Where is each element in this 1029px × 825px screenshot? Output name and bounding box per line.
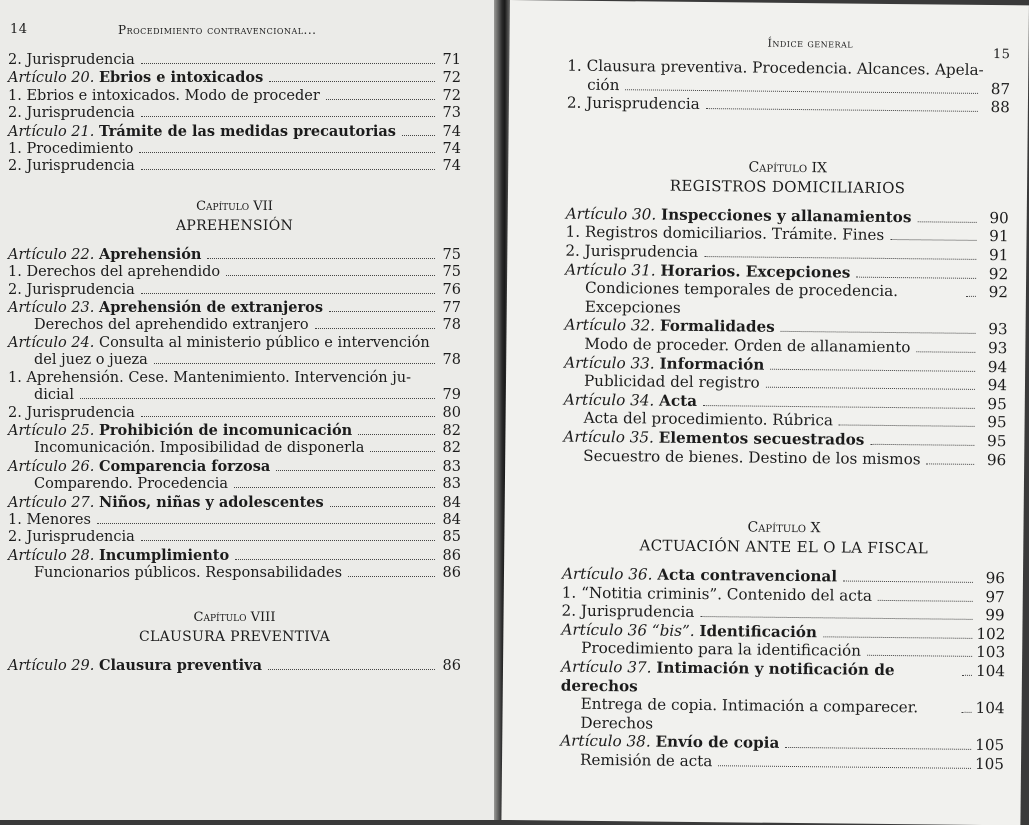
toc-entry [8, 529, 461, 546]
entry-text: Remisión de acta [579, 750, 713, 771]
left-toc-block-2 [8, 246, 461, 583]
entry-text: Registros domiciliarios. Trámite. Fines [584, 223, 885, 245]
chapter-label: Capítulo X [747, 519, 821, 537]
page-ref: 96 [986, 450, 1007, 469]
right-page-number: 15 [992, 47, 1011, 63]
entry-number: 1. [8, 264, 22, 281]
entry-text: Jurisprudencia [26, 529, 135, 546]
toc-entry [8, 476, 461, 493]
toc-entry-text [8, 105, 135, 122]
toc-entry [8, 264, 461, 281]
toc-entry-text [8, 264, 220, 281]
article-title: Incumplimiento [98, 546, 230, 564]
article-label: Artículo 22. [8, 246, 95, 263]
article-label: Artículo 37. [560, 657, 652, 677]
left-toc-block-1 [8, 52, 461, 176]
toc-entry-text [564, 353, 764, 374]
toc-entry-text [8, 69, 263, 87]
page-ref: 95 [987, 394, 1007, 413]
entry-number: 1. [8, 369, 22, 386]
toc-entry-text [8, 529, 135, 546]
chapter-title: REGISTROS DOMICILIARIOS [669, 176, 906, 197]
right-toc-block-3 [560, 565, 1005, 774]
entry-text: Secuestro de bienes. Destino de los mismos [583, 446, 921, 468]
entry-number: 2. [8, 158, 22, 175]
dot-leader [348, 576, 435, 577]
entry-number: 1. [8, 141, 22, 158]
entry-continuation: del juez o jueza [34, 352, 148, 369]
entry-text: Ebrios e intoxicados. Modo de proceder [26, 87, 320, 104]
page-ref: 105 [975, 736, 1005, 755]
toc-entry [8, 299, 461, 317]
page-ref: 91 [989, 227, 1009, 246]
toc-entry [8, 69, 461, 87]
entry-number: 2. [8, 105, 22, 122]
dot-leader [916, 351, 975, 353]
toc-entry-text [8, 422, 352, 440]
toc-entry [8, 52, 461, 69]
entry-text: Incomunicación. Imposibilidad de disponerla [34, 440, 365, 457]
page-ref: 83 [442, 476, 461, 493]
toc-entry-text [8, 141, 133, 158]
page-ref: 95 [986, 431, 1007, 451]
right-running-title: Índice general [767, 36, 854, 51]
page-ref: 79 [442, 387, 461, 404]
page-ref: 93 [987, 338, 1008, 358]
entry-text: Condiciones temporales de procedencia. Excepciones [584, 278, 899, 317]
entry-number: 2. [8, 52, 22, 68]
toc-entry-text [8, 405, 135, 422]
entry-number: 2. [566, 93, 582, 112]
article-label: Artículo 29. [8, 657, 95, 674]
entry-text: Jurisprudencia [26, 158, 135, 175]
dot-leader [781, 331, 976, 334]
toc-entry-first-line [8, 335, 461, 352]
article-label: Artículo 23. [8, 300, 95, 317]
dot-leader [890, 239, 976, 241]
page-ref: 87 [990, 79, 1011, 98]
dot-leader [358, 434, 435, 435]
dot-leader [269, 81, 435, 82]
chapter-heading-vii [8, 198, 461, 236]
toc-entry [8, 282, 461, 299]
toc-entry-text [8, 440, 364, 457]
entry-number: 2. [8, 281, 22, 298]
right-page [501, 0, 1029, 825]
toc-entry [8, 458, 461, 476]
page-ref: 88 [990, 98, 1010, 117]
right-toc-block-1 [567, 57, 1011, 117]
chapter-heading-ix [566, 156, 1009, 199]
article-label: Artículo 26. [8, 458, 95, 475]
toc-entry [8, 422, 461, 440]
toc-entry-text [560, 751, 713, 771]
dot-leader [235, 559, 435, 560]
dot-leader [700, 616, 972, 620]
dot-leader [141, 116, 435, 117]
toc-entry [565, 279, 1008, 321]
toc-entry-text [8, 335, 430, 352]
page-ref: 86 [442, 547, 461, 564]
toc-entry [8, 657, 461, 675]
left-toc-block-3 [8, 657, 461, 675]
dot-leader [704, 256, 976, 260]
dot-leader [141, 63, 435, 64]
entry-number: 2. [565, 241, 580, 260]
entry-number: 1. [8, 511, 22, 528]
toc-entry-text [8, 317, 309, 334]
article-label: Artículo 34. [563, 390, 655, 410]
entry-continuation: ción [587, 75, 620, 94]
page-ref: 83 [442, 458, 461, 475]
page-ref: 92 [988, 264, 1009, 283]
dot-leader [625, 89, 978, 94]
article-title: Comparencia forzosa [98, 457, 271, 475]
entry-number: 1. [565, 222, 581, 242]
toc-entry-text [560, 732, 779, 753]
article-title: Información [659, 354, 765, 374]
toc-entry-first-line [8, 370, 461, 387]
toc-entry [8, 246, 461, 264]
toc-entry [567, 94, 1010, 117]
left-running-head [8, 22, 461, 52]
page-ref: 84 [442, 511, 461, 528]
page-ref: 86 [442, 565, 461, 582]
article-label: Artículo 25. [8, 422, 95, 439]
article-label: Artículo 36 “bis”. [561, 620, 695, 640]
chapter-title: CLAUSURA PREVENTIVA [138, 628, 330, 645]
entry-number: 1. [567, 56, 582, 75]
page-ref: 105 [974, 754, 1005, 774]
left-page [0, 0, 497, 820]
page-ref: 72 [442, 70, 461, 87]
dot-leader [315, 328, 435, 329]
article-title: Ebrios e intoxicados [98, 69, 264, 87]
page-ref: 82 [442, 422, 461, 439]
toc-entry-text [8, 657, 262, 675]
page-ref: 75 [442, 264, 461, 281]
article-title: Clausura preventiva [98, 656, 262, 674]
chapter-label: Capítulo VIII [193, 609, 276, 625]
dot-leader [141, 293, 435, 294]
page-ref: 103 [976, 643, 1006, 662]
page-ref: 102 [976, 624, 1006, 644]
toc-entry-text [8, 123, 396, 141]
dot-leader [141, 416, 435, 417]
toc-entry [8, 141, 461, 158]
toc-entry [8, 123, 461, 141]
page-ref: 72 [442, 87, 461, 104]
article-title: Envío de copia [655, 733, 780, 753]
page-ref: 104 [975, 661, 1006, 681]
dot-leader [139, 152, 435, 153]
article-title: Prohibición de incomunicación [98, 421, 353, 439]
chapter-heading-x [562, 517, 1005, 560]
toc-entry-text [8, 565, 342, 582]
article-label: Artículo 33. [564, 353, 655, 373]
entry-text: Publicidad del registro [583, 371, 760, 392]
article-title: Niños, niñas y adolescentes [98, 493, 324, 511]
chapter-title: APREHENSIÓN [175, 217, 294, 234]
page-ref: 73 [442, 105, 461, 122]
dot-leader [718, 765, 971, 769]
chapter-label: Capítulo VII [196, 198, 273, 214]
article-title: Aprehensión [98, 245, 202, 263]
entry-text: Procedimiento para la identificación [581, 639, 862, 661]
toc-entry-text [564, 390, 697, 410]
article-title: Acta [659, 391, 698, 410]
page-ref: 76 [442, 281, 461, 298]
entry-text: Jurisprudencia [26, 105, 135, 122]
article-label: Artículo 35. [563, 427, 654, 447]
entry-text: Procedimiento [26, 141, 134, 158]
toc-entry [8, 512, 461, 529]
toc-entry [8, 317, 461, 334]
page-ref: 90 [989, 208, 1009, 228]
article-title: Acta contravencional [657, 565, 838, 586]
toc-entry [8, 158, 461, 175]
toc-entry [560, 695, 1003, 737]
dot-leader [706, 108, 978, 112]
dot-leader [268, 669, 435, 670]
toc-entry-text [8, 458, 270, 476]
page-ref: 82 [442, 440, 461, 457]
dot-leader [823, 636, 972, 639]
entry-text: Derechos del aprehendido [26, 264, 221, 281]
right-running-head [567, 27, 1010, 62]
dot-leader [785, 747, 971, 750]
page-ref: 96 [985, 569, 1006, 588]
entry-number: 2. [8, 404, 22, 421]
chapter-heading-viii [8, 609, 461, 647]
toc-entry-continuation [8, 352, 461, 369]
page-ref: 99 [985, 606, 1005, 625]
article-label: Artículo 21. [8, 123, 95, 140]
page-ref: 104 [975, 699, 1005, 718]
dot-leader [370, 451, 435, 452]
chapter-label: Capítulo IX [748, 159, 828, 177]
entry-continuation: dicial [34, 387, 74, 404]
dot-leader [226, 275, 435, 276]
page-ref: 75 [442, 246, 461, 263]
dot-leader [141, 540, 435, 541]
toc-entry [563, 446, 1006, 469]
dot-leader [329, 311, 435, 312]
article-label: Artículo 30. [565, 204, 657, 224]
dot-leader [856, 276, 976, 278]
toc-entry-text [8, 299, 323, 317]
entry-text: Jurisprudencia [26, 404, 135, 421]
page-ref: 94 [987, 376, 1008, 395]
entry-text: Aprehensión. Cese. Mantenimiento. Intervención ju- [26, 369, 411, 386]
entry-text: Funcionarios públicos. Responsabilidades [34, 565, 343, 582]
page-ref: 97 [985, 587, 1005, 606]
dot-leader [962, 712, 972, 713]
toc-entry [8, 105, 461, 122]
toc-entry [8, 494, 461, 512]
toc-entry-text [8, 246, 201, 264]
entry-text: Jurisprudencia [586, 93, 700, 114]
dot-leader [207, 258, 435, 259]
left-page-number: 14 [10, 22, 28, 37]
page-ref: 80 [442, 404, 461, 421]
dot-leader [867, 655, 972, 657]
article-label: Artículo 32. [564, 315, 656, 335]
toc-entry-continuation [8, 387, 461, 404]
article-title: Identificación [699, 621, 818, 642]
article-label: Artículo 28. [8, 547, 95, 564]
toc-entry [560, 751, 1003, 774]
entry-text: Menores [26, 511, 91, 528]
article-label: Artículo 38. [560, 732, 651, 751]
dot-leader [966, 296, 976, 297]
page-ref: 86 [442, 657, 461, 674]
entry-number: 2. [8, 529, 22, 546]
article-title: Horarios. Excepciones [660, 261, 851, 282]
article-title: Inspecciones y allanamientos [660, 205, 912, 226]
article-title: Consulta al ministerio público e intervención [98, 334, 430, 351]
toc-entry-text [8, 88, 320, 105]
entry-text: Clausura preventiva. Procedencia. Alcances. Apela- [586, 56, 984, 79]
page-ref: 78 [442, 317, 461, 334]
toc-entry-text [8, 282, 135, 299]
article-title: Intimación y notificación de derechos [560, 658, 895, 696]
toc-entry [8, 440, 461, 457]
entry-number: 1. [8, 87, 22, 104]
dot-leader [927, 463, 975, 464]
page-ref: 85 [442, 529, 461, 546]
page-ref: 77 [442, 300, 461, 317]
chapter-title: ACTUACIÓN ANTE EL O LA FISCAL [639, 536, 929, 558]
toc-entry-text [567, 94, 700, 114]
dot-leader [330, 506, 435, 507]
dot-leader [141, 169, 435, 170]
dot-leader [917, 221, 976, 223]
article-label: Artículo 20. [8, 70, 95, 87]
toc-entry [561, 658, 1004, 700]
toc-entry-text [8, 494, 324, 512]
dot-leader [276, 470, 435, 471]
entry-text: Jurisprudencia [26, 52, 135, 68]
entry-text: Comparendo. Procedencia [34, 476, 229, 493]
entry-text: Modo de proceder. Orden de allanamiento [584, 334, 911, 357]
page-ref: 74 [442, 141, 461, 158]
page-ref: 92 [988, 283, 1009, 302]
right-toc-block-2 [563, 204, 1009, 469]
left-running-title: Procedimiento contravencional... [118, 23, 317, 37]
dot-leader [878, 600, 973, 602]
dot-leader [770, 368, 975, 371]
toc-entry [8, 88, 461, 105]
toc-entry [8, 547, 461, 565]
toc-entry-text [565, 242, 698, 262]
toc-entry-text [8, 158, 135, 175]
page-ref: 95 [987, 413, 1007, 432]
toc-entry-text [8, 370, 411, 387]
dot-leader [234, 487, 435, 488]
dot-leader [843, 581, 973, 583]
toc-entry-text [562, 602, 695, 622]
entry-text: Entrega de copia. Intimación a comparecer. Derechos [580, 695, 919, 733]
toc-entry-text [563, 446, 921, 468]
article-label: Artículo 36. [561, 564, 653, 584]
dot-leader [703, 405, 975, 409]
toc-entry [8, 405, 461, 422]
entry-text: Jurisprudencia [584, 241, 699, 261]
entry-text: Jurisprudencia [580, 602, 695, 622]
page-ref: 94 [987, 357, 1008, 376]
dot-leader [97, 523, 435, 524]
toc-entry-text [8, 547, 229, 565]
article-title: Trámite de las medidas precautorias [98, 122, 396, 140]
toc-entry [8, 565, 461, 582]
entry-text: Acta del procedimiento. Rúbrica [583, 409, 834, 430]
entry-text: “Notitia criminis”. Contenido del acta [581, 583, 873, 605]
page-ref: 84 [442, 494, 461, 511]
page-ref: 74 [442, 158, 461, 175]
page-ref: 91 [988, 245, 1009, 265]
page-ref: 74 [442, 123, 461, 140]
article-label: Artículo 24. [8, 334, 95, 351]
entry-text: Derechos del aprehendido extranjero [34, 317, 309, 334]
toc-entry-text [8, 476, 228, 493]
dot-leader [766, 387, 975, 390]
article-label: Artículo 31. [565, 260, 656, 280]
toc-entry-text [561, 658, 956, 699]
entry-text: Jurisprudencia [26, 281, 135, 298]
dot-leader [870, 444, 974, 446]
page-ref: 78 [442, 352, 461, 369]
article-label: Artículo 27. [8, 494, 95, 511]
toc-entry-text [565, 279, 960, 320]
page-ref: 71 [442, 52, 461, 68]
entry-number: 1. [561, 583, 577, 602]
dot-leader [154, 363, 435, 364]
dot-leader [80, 398, 435, 399]
entry-number: 2. [561, 601, 577, 621]
dot-leader [326, 99, 435, 100]
toc-entry-text [560, 695, 955, 736]
article-title: Elementos secuestrados [658, 428, 865, 449]
dot-leader [402, 135, 435, 136]
dot-leader [962, 675, 972, 676]
toc-entry-text [8, 52, 135, 69]
page-ref: 93 [988, 320, 1008, 339]
toc-entry-text [8, 512, 91, 529]
toc-entry-text [564, 372, 760, 393]
toc-entry-text [564, 316, 774, 337]
article-title: Aprehensión de extranjeros [98, 299, 323, 317]
article-title: Formalidades [659, 316, 775, 337]
dot-leader [839, 425, 975, 427]
